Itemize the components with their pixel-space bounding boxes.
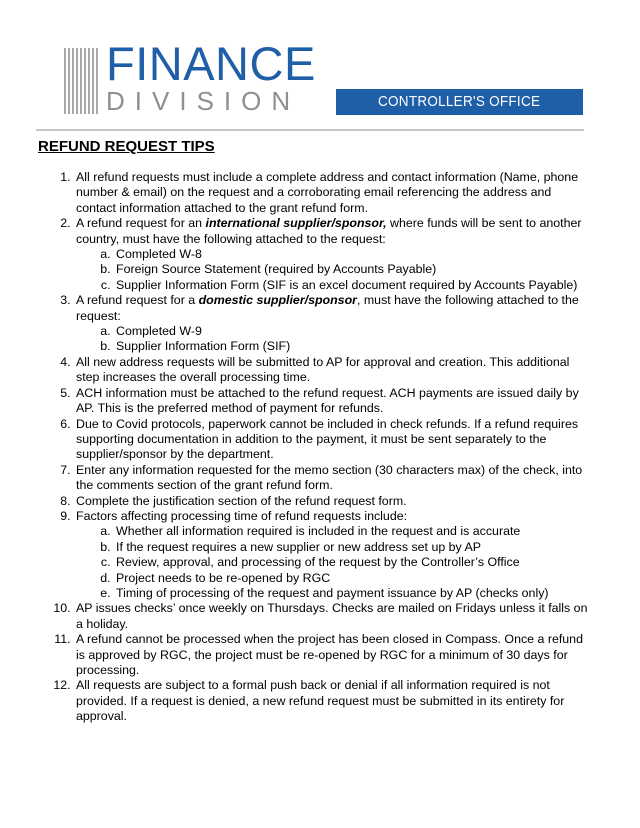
tip-9: [74, 509, 590, 601]
tips-list: [38, 170, 590, 725]
office-banner-label: CONTROLLER'S OFFICE: [378, 93, 541, 110]
tip-3: [74, 293, 590, 355]
tip-3-text: A refund request for a: [76, 293, 199, 308]
logo-division-text: DIVISION: [106, 86, 301, 116]
tip-9-text: Factors affecting processing time of refund requests include:: [76, 508, 408, 523]
tip-9-subitem: d. Project needs to be re-opened by RGC: [114, 571, 590, 586]
tip-4: 4. All new address requests will be submitted to AP for approval and creation. This additional step increases the overall processing time.: [74, 355, 590, 386]
tip-9-subitem: b. If the request requires a new supplier or new address set up by AP: [114, 540, 590, 555]
office-banner: [336, 89, 583, 115]
tips-section: [38, 170, 590, 725]
tip-8: 8. Complete the justification section of the refund request form.: [74, 494, 590, 509]
logo-finance-text: FINANCE: [106, 37, 316, 90]
tip-9-subitem: e. Timing of processing of the request and payment issuance by AP (checks only): [114, 586, 590, 601]
tip-3-emphasis: domestic supplier/sponsor: [198, 293, 357, 308]
tip-2-text: A refund request for an: [76, 216, 206, 231]
tip-2: [74, 216, 590, 293]
tip-2-text-after: where funds will be sent to another country, must have the following attached to the request:: [76, 216, 582, 246]
tip-3-text-after: , must have the following attached to the request:: [76, 293, 579, 323]
tip-10: 10. AP issues checks’ once weekly on Thursdays. Checks are mailed on Fridays unless it falls on a holiday.: [74, 601, 590, 632]
tip-9-subitem: a. Whether all information required is included in the request and is accurate: [114, 524, 590, 539]
tip-7: 7. Enter any information requested for the memo section (30 characters max) of the check, into the comments section of the grant refund form.: [74, 463, 590, 494]
header-divider: [36, 129, 584, 131]
tip-11: 11. A refund cannot be processed when the project has been closed in Compass. Once a refund is approved by RGC, the project must be re-opened by RGC for a minimum of 30 days for processing.: [74, 632, 590, 678]
tip-6: 6. Due to Covid protocols, paperwork cannot be included in check refunds. If a refund requires supporting documentation in addition to the payment, it must be sent separately to the supplier/sponsor by the department.: [74, 417, 590, 463]
tip-2-subitem: b. Foreign Source Statement (required by Accounts Payable): [114, 262, 590, 277]
tip-2-subitem: c. Supplier Information Form (SIF is an excel document required by Accounts Payable): [114, 278, 590, 293]
tip-3-subitem: b. Supplier Information Form (SIF): [114, 339, 590, 354]
tip-3-sublist: [76, 324, 590, 355]
tip-2-sublist: [76, 247, 590, 293]
logo-stripes-icon: [64, 48, 100, 114]
tip-9-subitem: c. Review, approval, and processing of the request by the Controller’s Office: [114, 555, 590, 570]
tip-9-sublist: [76, 524, 590, 601]
tip-3-subitem: a. Completed W-9: [114, 324, 590, 339]
letterhead: [0, 0, 640, 140]
tip-12: 12. All requests are subject to a formal push back or denial if all information required is not provided. If a request is denied, a new refund request must be submitted in its entirety for approval.: [74, 678, 590, 724]
page-title: REFUND REQUEST TIPS: [38, 138, 215, 155]
tip-2-subitem: a. Completed W-8: [114, 247, 590, 262]
tip-5: 5. ACH information must be attached to the refund request. ACH payments are issued daily by AP. This is the preferred method of payment for refunds.: [74, 386, 590, 417]
tip-2-emphasis: international supplier/sponsor,: [205, 216, 387, 231]
tip-1: 1. All refund requests must include a complete address and contact information (Name, phone number & email) on the request and a corroborating email referencing the address and contact information attached to the grant refund form.: [74, 170, 590, 216]
